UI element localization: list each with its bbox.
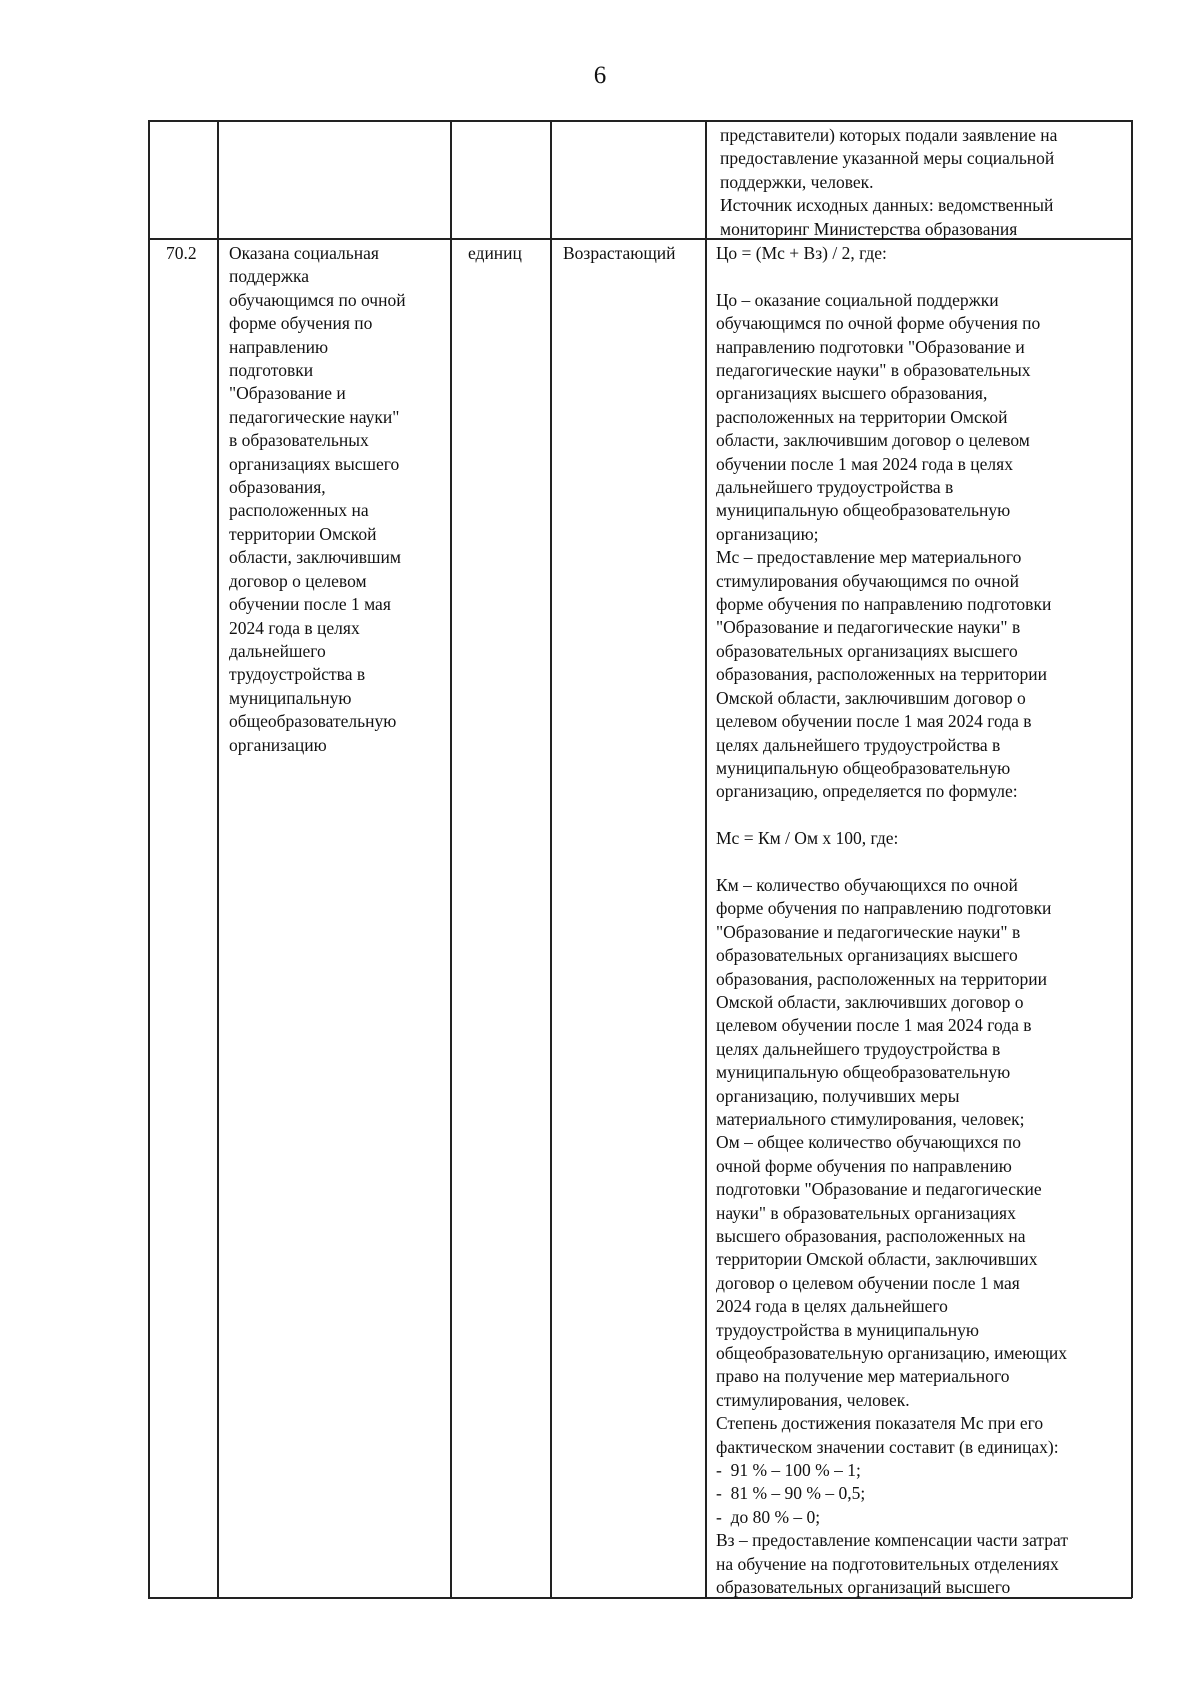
- method-line: 2024 года в целях дальнейшего: [716, 1296, 948, 1317]
- method-line: педагогические науки" в образовательных: [716, 360, 1031, 381]
- method-line: общеобразовательную организацию, имеющих: [716, 1343, 1067, 1364]
- indicator-name: [229, 242, 447, 757]
- method-line: форме обучения по направлению подготовки: [716, 594, 1052, 615]
- method-line: Мс = Км / Ом х 100, где:: [716, 828, 899, 849]
- method-line: Ом – общее количество обучающихся по: [716, 1132, 1021, 1153]
- indicator-name-line: территории Омской: [229, 523, 377, 544]
- method-line: стимулирования, человек.: [716, 1389, 910, 1410]
- method-line: дальнейшего трудоустройства в: [716, 477, 954, 498]
- method-line: целях дальнейшего трудоустройства в: [716, 734, 1001, 755]
- method-line: области, заключившим договор о целевом: [716, 430, 1030, 451]
- method-line: [716, 265, 1128, 288]
- method-line: Степень достижения показателя Мс при его: [716, 1413, 1044, 1434]
- indicator-name-line: направлению: [229, 336, 329, 357]
- method-line: - 91 % – 100 % – 1;: [716, 1460, 861, 1481]
- method-line: - до 80 % – 0;: [716, 1506, 821, 1527]
- method-line: "Образование и педагогические науки" в: [716, 617, 1021, 638]
- method-line: муниципальную общеобразовательную: [716, 500, 1011, 521]
- indicator-name-line: договор о целевом: [229, 570, 367, 591]
- row-number: 70.2: [166, 243, 197, 263]
- method-line: организацию, получивших меры: [716, 1085, 960, 1106]
- method-line: Цо = (Мс + Вз) / 2, где:: [716, 243, 887, 263]
- indicator-name-line: педагогические науки": [229, 406, 400, 427]
- method-line: образования, расположенных на территории: [716, 664, 1047, 685]
- indicator-name-line: поддержка: [229, 266, 310, 287]
- column-divider-4: [705, 120, 707, 1598]
- calculation-method: [716, 242, 1128, 1600]
- method-line: обучении после 1 мая 2024 года в целях: [716, 453, 1013, 474]
- method-line: Мс – предоставление мер материального: [716, 547, 1022, 568]
- method-line: образовательных организациях высшего: [716, 640, 1018, 661]
- indicator-name-line: "Образование и: [229, 383, 346, 404]
- method-line: высшего образования, расположенных на: [716, 1226, 1026, 1247]
- indicator-name-line: форме обучения по: [229, 313, 373, 334]
- trend-direction: Возрастающий: [563, 243, 676, 263]
- method-line: целевом обучении после 1 мая 2024 года в: [716, 1015, 1032, 1036]
- indicator-name-line: организациях высшего: [229, 453, 400, 474]
- method-line: договор о целевом обучении после 1 мая: [716, 1272, 1020, 1293]
- method-line: Омской области, заключившим договор о: [716, 687, 1026, 708]
- method-line: обучающимся по очной форме обучения по: [716, 313, 1041, 334]
- description-line: мониторинг Министерства образования: [720, 218, 1018, 239]
- method-line: организациях высшего образования,: [716, 383, 988, 404]
- method-line: образовательных организаций высшего: [716, 1577, 1011, 1598]
- column-divider-3: [550, 120, 552, 1598]
- indicator-name-line: расположенных на: [229, 500, 369, 521]
- method-line: трудоустройства в муниципальную: [716, 1319, 979, 1340]
- method-line: стимулирования обучающимся по очной: [716, 570, 1019, 591]
- indicator-name-line: образования,: [229, 477, 326, 498]
- method-line: направлению подготовки "Образование и: [716, 336, 1025, 357]
- method-line: образования, расположенных на территории: [716, 968, 1047, 989]
- table-left-border: [148, 120, 150, 1598]
- method-line: "Образование и педагогические науки" в: [716, 921, 1021, 942]
- method-line: организацию, определяется по формуле:: [716, 781, 1018, 802]
- indicator-name-line: общеобразовательную: [229, 711, 397, 732]
- top-row-description: [720, 124, 1128, 241]
- method-line: фактическом значении составит (в единицах):: [716, 1436, 1059, 1457]
- method-line: территории Омской области, заключивших: [716, 1249, 1038, 1270]
- method-line: на обучение на подготовительных отделениях: [716, 1553, 1059, 1574]
- method-line: расположенных на территории Омской: [716, 406, 1008, 427]
- method-line: муниципальную общеобразовательную: [716, 757, 1011, 778]
- method-line: материального стимулирования, человек;: [716, 1108, 1025, 1129]
- indicator-name-line: обучающимся по очной: [229, 289, 406, 310]
- indicator-name-line: дальнейшего: [229, 640, 326, 661]
- method-line: целях дальнейшего трудоустройства в: [716, 1038, 1001, 1059]
- method-line: [716, 804, 1128, 827]
- description-line: Источник исходных данных: ведомственный: [720, 195, 1054, 216]
- indicator-name-line: в образовательных: [229, 430, 369, 451]
- method-line: целевом обучении после 1 мая 2024 года в: [716, 711, 1032, 732]
- method-line: образовательных организациях высшего: [716, 945, 1018, 966]
- method-line: Цо – оказание социальной поддержки: [716, 289, 999, 310]
- method-line: [716, 851, 1128, 874]
- column-divider-1: [217, 120, 219, 1598]
- method-line: подготовки "Образование и педагогические: [716, 1179, 1042, 1200]
- description-line: поддержки, человек.: [720, 171, 874, 192]
- page-number: 6: [593, 62, 607, 89]
- table-top-border: [148, 120, 1132, 122]
- column-divider-2: [450, 120, 452, 1598]
- unit-of-measure: единиц: [468, 243, 522, 263]
- description-line: представители) которых подали заявление на: [720, 125, 1058, 145]
- table-right-border: [1131, 120, 1133, 1598]
- indicator-name-line: организацию: [229, 734, 327, 755]
- indicator-name-line: области, заключившим: [229, 547, 401, 568]
- indicator-name-line: подготовки: [229, 360, 314, 381]
- method-line: организацию;: [716, 523, 819, 544]
- method-line: очной форме обучения по направлению: [716, 1155, 1012, 1176]
- method-line: право на получение мер материального: [716, 1366, 1010, 1387]
- indicator-name-line: трудоустройства в: [229, 664, 366, 685]
- method-line: - 81 % – 90 % – 0,5;: [716, 1483, 866, 1504]
- indicator-name-line: муниципальную: [229, 687, 352, 708]
- indicator-name-line: обучении после 1 мая: [229, 594, 391, 615]
- indicator-name-line: Оказана социальная: [229, 243, 379, 263]
- method-line: науки" в образовательных организациях: [716, 1202, 1016, 1223]
- method-line: Омской области, заключивших договор о: [716, 991, 1024, 1012]
- method-line: Вз – предоставление компенсации части затрат: [716, 1530, 1068, 1551]
- description-line: предоставление указанной меры социальной: [720, 148, 1055, 169]
- indicator-name-line: 2024 года в целях: [229, 617, 360, 638]
- method-line: муниципальную общеобразовательную: [716, 1062, 1011, 1083]
- method-line: форме обучения по направлению подготовки: [716, 898, 1052, 919]
- method-line: Км – количество обучающихся по очной: [716, 874, 1018, 895]
